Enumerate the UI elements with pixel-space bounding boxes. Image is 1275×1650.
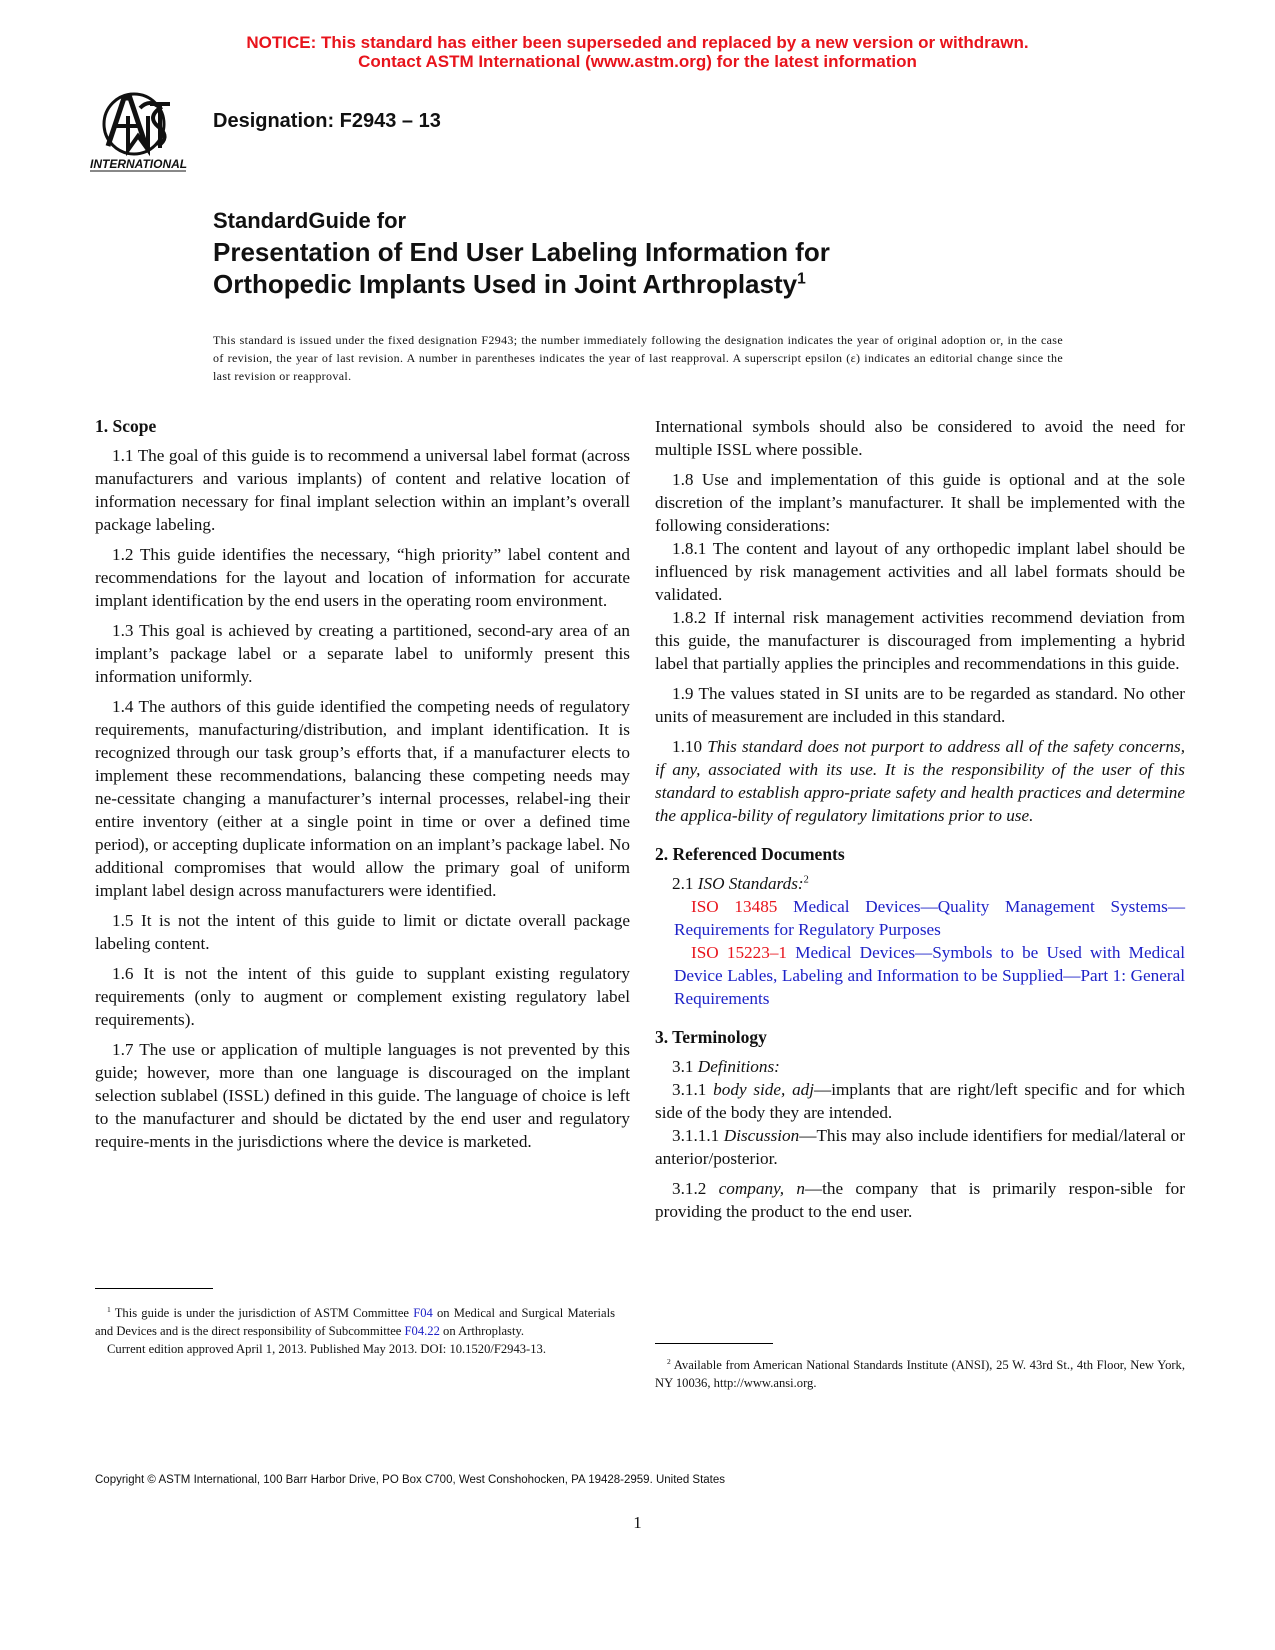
- astm-logo: [88, 86, 196, 174]
- right-column: [655, 415, 1185, 1223]
- paragraph-3-1-1: [655, 1078, 1185, 1124]
- paragraph-1-8-1: 1.8.1 The content and layout of any orthopedic implant label should be influenced by risk management activities and all label formats should be validated.: [655, 539, 1185, 604]
- title-line-2: [213, 268, 830, 300]
- notice-line-1: NOTICE: This standard has either been superseded and replaced by a new version or withdrawn.: [246, 33, 1029, 52]
- paragraph-1-9: 1.9 The values stated in SI units are to be regarded as standard. No other units of measurement are included in this standard.: [655, 684, 1185, 726]
- definition-body-side: —implants that are right/left specific and for which side of the body they are intended.: [655, 1080, 1186, 1122]
- footnote-2: [655, 1356, 1185, 1392]
- section-heading-scope: 1. Scope: [95, 416, 157, 436]
- paragraph-3-1-1-1-number: 3.1.1.1: [672, 1126, 720, 1145]
- committee-f04-link[interactable]: F04: [413, 1306, 433, 1320]
- paragraph-1-3: 1.3 This goal is achieved by creating a partitioned, second-ary area of an implant’s package label or a separate label to uniformly present this information uniformly.: [95, 621, 630, 686]
- paragraph-1-7: 1.7 The use or application of multiple languages is not prevented by this guide; however, more than one language is discouraged on the implant selection sublabel (ISSL) defined in this guide. The language of choice is left to the manufacturer and should be dictated by the end user and regulatory require-ments in the jurisdictions where the device is marketed.: [95, 1040, 630, 1151]
- footnote-1: [95, 1304, 615, 1358]
- paragraph-3-1-2-number: 3.1.2: [672, 1179, 707, 1198]
- paragraph-2-1: [655, 872, 1185, 895]
- paragraph-3-1-1-number: 3.1.1: [672, 1080, 707, 1099]
- term-company: company, n: [718, 1179, 805, 1198]
- paragraph-3-1-2: [655, 1177, 1185, 1223]
- footnote-mark-2[interactable]: 2: [803, 874, 809, 886]
- reference-code[interactable]: ISO 13485: [691, 897, 778, 916]
- paragraph-3-1-label: Definitions:: [697, 1057, 780, 1076]
- discussion-text: —This may also include identifiers for medial/lateral or anterior/posterior.: [655, 1126, 1186, 1168]
- paragraph-1-5: 1.5 It is not the intent of this guide to limit or dictate overall package labeling content.: [95, 911, 630, 953]
- paragraph-1-4: 1.4 The authors of this guide identified the competing needs of regulatory requirements, manufacturing/distribution, and implant identification. It is recognized through our task group’s efforts that, if a manufacturer elects to implement these recommendations, balancing these competing needs may ne-cessitate changing a manufacturer’s internal processes, relabel-ing their entire inventory (either at a single point in time or over a defined time period), or accepting duplicate information on an implant’s package label. No additional compromises that would allow the primary goal of uniform implant label design across manufacturers were identified.: [95, 697, 630, 900]
- copyright-line: Copyright © ASTM International, 100 Barr Harbor Drive, PO Box C700, West Conshohocken, PA 19428-2959. United States: [95, 1474, 726, 1486]
- reference-iso-15223-1[interactable]: [655, 941, 1185, 1010]
- section-heading-terminology: 3. Terminology: [655, 1027, 767, 1047]
- section-heading-referenced-documents: 2. Referenced Documents: [655, 844, 845, 864]
- footnote-1-part-c: on Arthroplasty.: [443, 1324, 525, 1338]
- title-kind: StandardGuide for: [213, 208, 407, 233]
- title-footnote-mark[interactable]: 1: [797, 270, 806, 288]
- paragraph-1-8: 1.8 Use and implementation of this guide is optional and at the sole discretion of the implant’s manufacturer. It shall be implemented with the following considerations:: [655, 470, 1185, 535]
- reference-iso-13485[interactable]: [655, 895, 1185, 941]
- logo-text: INTERNATIONAL: [90, 157, 188, 171]
- footnote-2-text: [655, 1356, 1185, 1392]
- paragraph-1-1: 1.1 The goal of this guide is to recommend a universal label format (across manufacturers and various implants) of content and relative location of information necessary for final implant selection within an implant’s overall package labeling.: [95, 446, 630, 534]
- title-line-1: Presentation of End User Labeling Information for: [213, 237, 830, 267]
- paragraph-1-8-2: 1.8.2 If internal risk management activities recommend deviation from this guide, the manufacturer is discouraged from implementing a hybrid label that partially applies the principles and recommendations in this guide.: [655, 608, 1185, 673]
- footnote-1-part-a: This guide is under the jurisdiction of ASTM Committee: [114, 1306, 410, 1320]
- footnote-divider: [655, 1343, 773, 1344]
- paragraph-3-1-number: 3.1: [672, 1057, 694, 1076]
- document-title: [213, 206, 830, 300]
- withdrawal-notice: [0, 33, 1275, 71]
- paragraph-3-1-1-1: [655, 1124, 1185, 1170]
- footnote-2-body: Available from American National Standards Institute (ANSI), 25 W. 43rd St., 4th Floor, New York, NY 10036, http://www.ansi.org.: [655, 1358, 1185, 1390]
- page-number: 1: [633, 1513, 642, 1532]
- paragraph-3-1: [655, 1055, 1185, 1078]
- reference-code[interactable]: ISO 15223–1: [691, 943, 788, 962]
- paragraph-1-10-number: 1.10: [672, 737, 703, 756]
- term-body-side: body side, adj: [713, 1080, 815, 1099]
- paragraph-1-7-continued: International symbols should also be considered to avoid the need for multiple ISSL where possible.: [655, 417, 1185, 459]
- footnote-divider: [95, 1288, 213, 1289]
- footnote-1-mark: 1: [107, 1304, 111, 1314]
- left-column: [95, 415, 630, 1153]
- paragraph-1-10: [655, 735, 1185, 827]
- paragraph-1-2: 1.2 This guide identifies the necessary, “high priority” label content and recommendations for the layout and location of information for accurate implant identification by the end users in the operating room environment.: [95, 545, 630, 610]
- title-line-2-text: Orthopedic Implants Used in Joint Arthroplasty: [213, 269, 798, 299]
- designation: Designation: F2943 – 13: [213, 110, 441, 132]
- reference-title[interactable]: Medical Devices—Quality Management Systems—Requirements for Regulatory Purposes: [674, 897, 1186, 939]
- term-discussion: Discussion: [723, 1126, 800, 1145]
- paragraph-1-10-text: This standard does not purport to address all of the safety concerns, if any, associated with its use. It is the responsibility of the user of this standard to establish appro-priate safety and health practices and determine the applica-bility of regulatory limitations prior to use.: [655, 737, 1185, 825]
- footnote-1-text: [95, 1304, 615, 1340]
- paragraph-2-1-number: 2.1: [672, 874, 694, 893]
- footnote-1-part-b: on Medical and Surgical Materials and Devices and is the direct responsibility of Subcommittee: [95, 1306, 615, 1338]
- footnote-1-edition: Current edition approved April 1, 2013. Published May 2013. DOI: 10.1520/F2943-13.: [107, 1342, 546, 1356]
- notice-line-2: Contact ASTM International (www.astm.org) for the latest information: [358, 52, 917, 71]
- paragraph-2-1-label: ISO Standards:: [697, 874, 804, 893]
- reference-title[interactable]: Medical Devices—Symbols to be Used with Medical Device Lables, Labeling and Information to be Supplied—Part 1: General Requirements: [674, 943, 1185, 1008]
- issued-note: This standard is issued under the fixed designation F2943; the number immediately following the designation indicates the year of original adoption or, in the case of revision, the year of last revision. A number in parentheses indicates the year of last reapproval. A superscript epsilon (ε) indicates an editorial change since the last revision or reapproval.: [213, 333, 1063, 383]
- subcommittee-f04-22-link[interactable]: F04.22: [404, 1324, 440, 1338]
- paragraph-1-6: 1.6 It is not the intent of this guide to supplant existing regulatory requirements (only to augment or complement existing regulatory label requirements).: [95, 964, 630, 1029]
- definition-company: —the company that is primarily respon-sible for providing the product to the end user.: [655, 1179, 1185, 1221]
- footnote-2-mark: 2: [667, 1356, 671, 1366]
